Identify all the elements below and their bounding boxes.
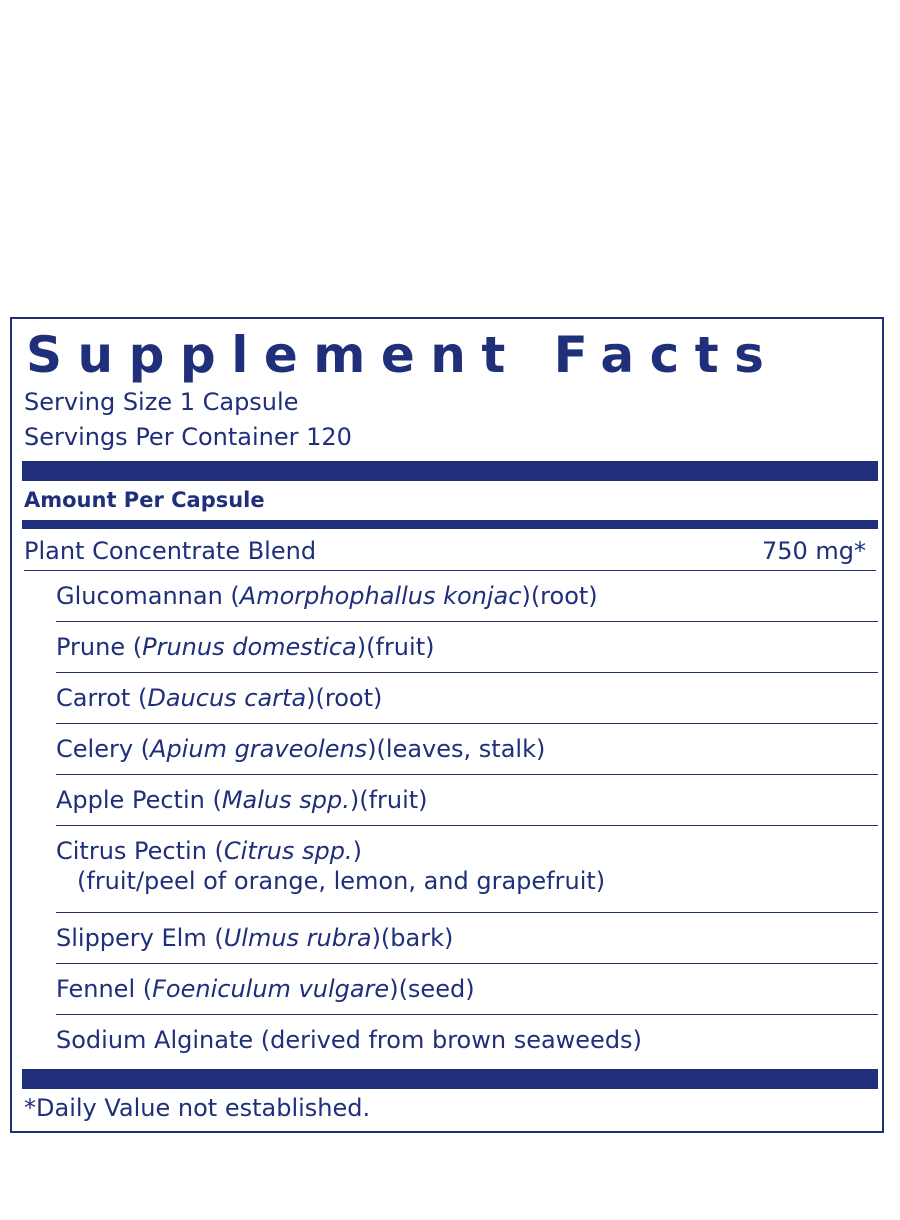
ingredient-part: )(fruit) [349,786,428,814]
ingredient-name: Slippery Elm ( [56,924,224,952]
ingredient-part: )(root) [306,684,383,712]
ingredient-part: )(bark) [371,924,454,952]
amount-per-capsule-header: Amount Per Capsule [24,488,265,512]
supplement-facts-panel [10,317,884,1133]
ingredient-scientific-name: Foeniculum vulgare [152,975,390,1003]
ingredient-row-fennel [56,964,878,1015]
ingredient-row-glucomannan [56,571,878,622]
ingredient-name: Citrus Pectin ( [56,837,224,865]
divider-medium [22,520,878,529]
ingredient-row-carrot [56,673,878,724]
ingredient-name: Celery ( [56,735,151,763]
divider-thick-top [22,461,878,481]
blend-row [24,533,876,571]
ingredient-list [56,571,878,1066]
blend-name: Plant Concentrate Blend [24,537,317,565]
divider-thick-bottom [22,1069,878,1089]
ingredient-name: Fennel ( [56,975,153,1003]
ingredient-scientific-name: Citrus spp. [223,837,353,865]
ingredient-row-celery [56,724,878,775]
ingredient-name: Sodium Alginate (derived from brown seaweeds) [56,1026,642,1054]
ingredient-scientific-name: Ulmus rubra [223,924,372,952]
ingredient-name: Glucomannan ( [56,582,240,610]
ingredient-row-citrus-pectin [56,826,878,913]
ingredient-scientific-name: Daucus carta [147,684,307,712]
ingredient-scientific-name: Amorphophallus konjac [239,582,522,610]
ingredient-part: ) [352,837,362,865]
ingredient-row-slippery-elm [56,913,878,964]
ingredient-part: )(leaves, stalk) [367,735,546,763]
ingredient-part: )(root) [521,582,598,610]
ingredient-part: )(fruit) [356,633,435,661]
ingredient-scientific-name: Prunus domestica [142,633,357,661]
ingredient-name: Prune ( [56,633,143,661]
ingredient-row-prune [56,622,878,673]
ingredient-name: Apple Pectin ( [56,786,222,814]
blend-amount: 750 mg* [761,537,866,565]
ingredient-row-sodium-alginate [56,1015,878,1066]
ingredient-detail: (fruit/peel of orange, lemon, and grapefruit) [77,867,606,895]
ingredient-part: )(seed) [389,975,475,1003]
ingredient-name: Carrot ( [56,684,148,712]
ingredient-scientific-name: Malus spp. [221,786,350,814]
serving-size: Serving Size 1 Capsule [24,388,299,416]
panel-title: Supplement Facts [26,326,780,384]
ingredient-scientific-name: Apium graveolens [150,735,368,763]
servings-per-container: Servings Per Container 120 [24,423,352,451]
ingredient-row-apple-pectin [56,775,878,826]
footnote: *Daily Value not established. [24,1094,371,1122]
